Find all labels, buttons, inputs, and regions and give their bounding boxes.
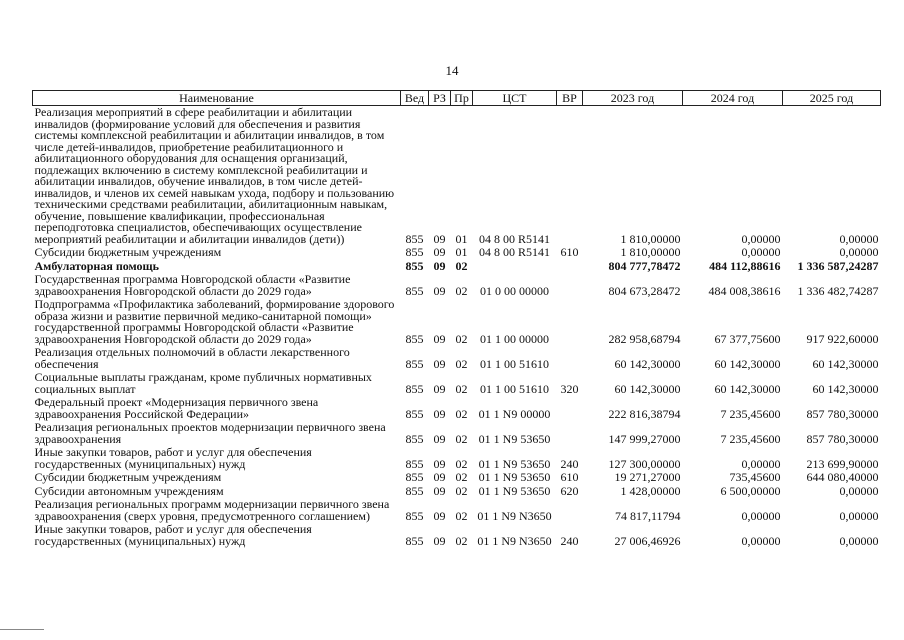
cell-ved: 855 (405, 456, 424, 471)
scan-artifact-line (0, 629, 44, 630)
table-row (33, 371, 881, 396)
cell-name: Реализация региональных программ модернизации первичного звена здравоохранения (сверх уровня, предусмотренного соглашением) (34, 497, 390, 523)
cell-y2025: 644 080,40000 (806, 470, 879, 484)
cell-cst: 01 1 N9 53650 (478, 470, 551, 484)
cell-y2023: 127 300,00000 (608, 456, 681, 471)
cell-y2023: 1 810,00000 (620, 231, 681, 246)
cell-vr (557, 106, 583, 247)
table-row (33, 485, 881, 499)
cell-y2024: 7 235,45600 (720, 431, 781, 446)
cell-rz: 09 (433, 231, 446, 246)
cell-pr: 02 (455, 258, 468, 273)
table-row (33, 260, 881, 274)
cell-pr: 02 (455, 283, 468, 298)
cell-pr: 02 (455, 483, 468, 498)
cell-name: Амбулаторная помощь (34, 258, 159, 273)
header-rz: РЗ (429, 91, 451, 106)
cell-y2025: 1 336 482,74287 (797, 283, 879, 298)
cell-y2024: 0,00000 (741, 231, 781, 246)
cell-y2023: 60 142,30000 (614, 381, 681, 396)
cell-pr: 02 (455, 508, 468, 523)
cell-pr: 02 (455, 356, 468, 371)
page-number: 14 (445, 63, 459, 78)
cell-y2025: 60 142,30000 (812, 356, 879, 371)
cell-pr: 02 (455, 381, 468, 396)
cell-ved: 855 (405, 245, 424, 259)
cell-ved: 855 (405, 356, 424, 371)
cell-vr (557, 421, 583, 446)
cell-y2025: 0,00000 (839, 245, 879, 259)
cell-y2025: 0,00000 (839, 231, 879, 246)
table-row (33, 396, 881, 421)
cell-name: Субсидии автономным учреждениям (34, 483, 224, 498)
cell-ved: 855 (405, 331, 424, 346)
cell-vr: 610 (560, 470, 579, 484)
cell-rz: 09 (433, 508, 446, 523)
cell-name: Иные закупки товаров, работ и услуг для обеспечения государственных (муниципальных) нужд (34, 445, 312, 471)
cell-cst: 01 1 N9 N3650 (477, 533, 552, 548)
header-2025: 2025 год (783, 91, 881, 106)
cell-name: Федеральный проект «Модернизация первичного звена здравоохранения Российской Федерации» (34, 395, 319, 421)
header-name: Наименование (33, 91, 401, 106)
cell-cst (473, 260, 557, 274)
cell-rz: 09 (433, 356, 446, 371)
cell-vr: 240 (560, 456, 579, 471)
cell-y2023: 1 810,00000 (620, 245, 681, 259)
header-pr: Пр (451, 91, 473, 106)
cell-rz: 09 (433, 381, 446, 396)
cell-y2023: 804 777,78472 (608, 258, 681, 273)
cell-y2023: 1 428,00000 (620, 483, 681, 498)
cell-ved: 855 (405, 381, 424, 396)
cell-name: Государственная программа Новгородской области «Развитие здравоохранения Новгородской области до 2029 года» (34, 272, 351, 298)
cell-cst: 01 1 N9 53650 (478, 431, 551, 446)
cell-vr: 610 (560, 245, 579, 259)
cell-y2024: 0,00000 (741, 456, 781, 471)
cell-rz: 09 (433, 533, 446, 548)
cell-rz: 09 (433, 470, 446, 484)
cell-name: Иные закупки товаров, работ и услуг для обеспечения государственных (муниципальных) нужд (34, 522, 312, 548)
cell-y2023: 19 271,27000 (614, 470, 681, 484)
cell-y2023: 27 006,46926 (614, 533, 681, 548)
cell-rz: 09 (433, 456, 446, 471)
table-row (33, 471, 881, 485)
cell-rz: 09 (433, 483, 446, 498)
cell-ved: 855 (405, 431, 424, 446)
cell-y2025: 0,00000 (839, 483, 879, 498)
table-row (33, 346, 881, 371)
cell-pr: 02 (455, 331, 468, 346)
cell-y2023: 282 958,68794 (608, 331, 681, 346)
cell-vr (557, 298, 583, 346)
cell-y2025: 0,00000 (839, 508, 879, 523)
cell-cst: 01 1 00 51610 (480, 381, 549, 396)
cell-y2024: 0,00000 (741, 508, 781, 523)
cell-ved: 855 (405, 533, 424, 548)
cell-cst: 01 1 N9 53650 (478, 456, 551, 471)
cell-name: Подпрограмма «Профилактика заболеваний, формирование здорового образа жизни и развитие первичной медико-санитарной помощи» государственной программы Новгородской области «Развитие здравоохранения Новгородской области до 2029 года» (34, 297, 395, 346)
table-row (33, 273, 881, 298)
cell-ved: 855 (405, 258, 424, 273)
cell-cst: 01 1 N9 N3650 (477, 508, 552, 523)
cell-vr: 620 (560, 483, 579, 498)
table-row (33, 246, 881, 260)
cell-rz: 09 (433, 283, 446, 298)
cell-name: Социальные выплаты гражданам, кроме публичных нормативных социальных выплат (34, 370, 372, 396)
cell-y2024: 484 008,38616 (708, 283, 781, 298)
cell-y2024: 60 142,30000 (714, 356, 781, 371)
cell-y2023: 60 142,30000 (614, 356, 681, 371)
table-row (33, 298, 881, 346)
table-row (33, 106, 881, 247)
cell-y2024: 60 142,30000 (714, 381, 781, 396)
cell-y2025: 917 922,60000 (806, 331, 879, 346)
cell-name: Реализация региональных проектов модернизации первичного звена здравоохранения (34, 420, 386, 446)
cell-vr (557, 273, 583, 298)
cell-rz: 09 (433, 331, 446, 346)
cell-y2023: 74 817,11794 (614, 508, 681, 523)
header-cst: ЦСТ (473, 91, 557, 106)
cell-vr (557, 260, 583, 274)
cell-vr (557, 346, 583, 371)
cell-ved: 855 (405, 508, 424, 523)
cell-name: Субсидии бюджетным учреждениям (34, 245, 222, 259)
cell-y2025: 60 142,30000 (812, 381, 879, 396)
cell-y2023: 147 999,27000 (608, 431, 681, 446)
cell-rz: 09 (433, 258, 446, 273)
cell-y2025: 857 780,30000 (806, 406, 879, 421)
budget-table (32, 90, 881, 548)
cell-pr: 01 (455, 245, 468, 259)
cell-vr (557, 498, 583, 523)
header-2024: 2024 год (683, 91, 783, 106)
cell-y2024: 0,00000 (741, 533, 781, 548)
cell-pr: 02 (455, 456, 468, 471)
table-body (33, 106, 881, 549)
cell-y2025: 0,00000 (839, 533, 879, 548)
cell-pr: 02 (455, 533, 468, 548)
cell-rz: 09 (433, 431, 446, 446)
cell-ved: 855 (405, 283, 424, 298)
cell-rz: 09 (433, 245, 446, 259)
header-vr: ВР (557, 91, 583, 106)
table-row (33, 421, 881, 446)
cell-ved: 855 (405, 483, 424, 498)
cell-y2023: 804 673,28472 (608, 283, 681, 298)
cell-y2025: 1 336 587,24287 (797, 258, 879, 273)
cell-name: Реализация отдельных полномочий в области лекарственного обеспечения (34, 345, 350, 371)
cell-y2024: 0,00000 (741, 245, 781, 259)
cell-rz: 09 (433, 406, 446, 421)
cell-pr: 01 (455, 231, 468, 246)
cell-y2025: 213 699,90000 (806, 456, 879, 471)
cell-vr (557, 396, 583, 421)
cell-pr: 02 (455, 431, 468, 446)
table-row (33, 523, 881, 548)
cell-y2024: 735,45600 (729, 470, 781, 484)
cell-pr: 02 (455, 406, 468, 421)
cell-vr: 320 (560, 381, 579, 396)
table-row (33, 446, 881, 471)
header-2023: 2023 год (583, 91, 683, 106)
cell-ved: 855 (405, 231, 424, 246)
cell-y2024: 6 500,00000 (720, 483, 781, 498)
cell-cst: 01 1 00 51610 (480, 356, 549, 371)
cell-ved: 855 (405, 470, 424, 484)
header-row (33, 91, 881, 106)
cell-name: Реализация мероприятий в сфере реабилитации и абилитации инвалидов (формирование условий для обеспечения и развития системы комплексной реабилитации и абилитации инвалидов, в том числе детей-инвалидов, приобретение реабилитационного и абилитационного оборудования для оснащения организаций, подлежащих включению в систему комплексной реабилитации и абилитации инвалидов, обучение инвалидов, в том числе детей-инвалидов, и членов их семей навыкам ухода, подбору и пользованию техническими средствами реабилитации, абилитационным навыкам, обучение, повышение квалификации, профессиональная переподготовка специалистов, обеспечивающих осуществление мероприятий реабилитации и абилитации инвалидов (дети)) (34, 105, 395, 246)
header-ved: Вед (401, 91, 429, 106)
cell-y2024: 67 377,75600 (714, 331, 781, 346)
cell-y2023: 222 816,38794 (608, 406, 681, 421)
cell-y2024: 7 235,45600 (720, 406, 781, 421)
cell-cst: 01 1 N9 00000 (478, 406, 551, 421)
table-row (33, 498, 881, 523)
cell-name: Субсидии бюджетным учреждениям (34, 470, 222, 484)
cell-cst: 01 1 00 00000 (480, 331, 549, 346)
cell-cst: 01 0 00 00000 (480, 283, 549, 298)
cell-y2024: 484 112,88616 (709, 258, 781, 273)
cell-pr: 02 (455, 470, 468, 484)
cell-cst: 04 8 00 R5141 (478, 245, 550, 259)
cell-vr: 240 (560, 533, 579, 548)
cell-y2025: 857 780,30000 (806, 431, 879, 446)
cell-cst: 04 8 00 R5141 (478, 231, 550, 246)
cell-ved: 855 (405, 406, 424, 421)
cell-cst: 01 1 N9 53650 (478, 483, 551, 498)
